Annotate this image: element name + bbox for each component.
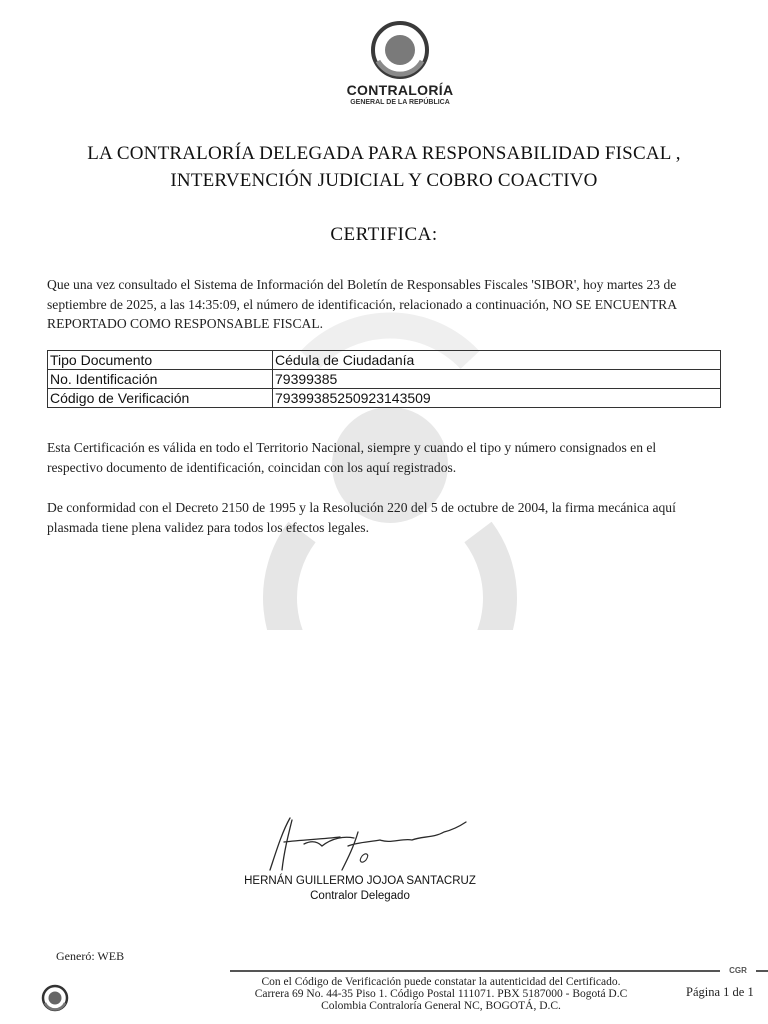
footer-divider xyxy=(230,970,720,972)
document-title-line1: LA CONTRALORÍA DELEGADA PARA RESPONSABILIDAD FISCAL , xyxy=(87,143,681,164)
validity-line-1: Esta Certificación es válida en todo el Territorio Nacional, siempre y cuando el tipo y número consignados en el xyxy=(47,440,657,455)
signer-name: HERNÁN GUILLERMO JOJOA SANTACRUZ xyxy=(244,875,476,887)
page-number: Página 1 de 1 xyxy=(686,985,754,999)
table-value: 79399385 xyxy=(273,370,721,389)
validity-line-2: respectivo documento de identificación, coincidan con los aquí registrados. xyxy=(47,459,457,475)
footer-line-1: Con el Código de Verificación puede constatar la autenticidad del Certificado. xyxy=(261,976,621,988)
logo-subtitle: GENERAL DE LA REPÚBLICA xyxy=(350,99,450,106)
cgr-mark: CGR xyxy=(729,966,747,975)
generated-by: Generó: WEB xyxy=(56,949,125,963)
signer-role: Contralor Delegado xyxy=(310,890,410,902)
footer-line-2: Carrera 69 No. 44-35 Piso 1. Código Postal 111071. PBX 5187000 - Bogotá D.C xyxy=(254,988,628,1000)
contraloria-logo-icon xyxy=(369,19,431,81)
table-value: Cédula de Ciudadanía xyxy=(273,351,721,370)
table-label: Tipo Documento xyxy=(48,351,273,370)
footer-line-3: Colombia Contraloría General NC, BOGOTÁ, D.C. xyxy=(321,1000,561,1012)
logo-name: CONTRALORÍA xyxy=(346,82,454,98)
table-label: Código de Verificación xyxy=(48,389,273,408)
legal-paragraph xyxy=(47,498,727,537)
intro-paragraph xyxy=(47,275,727,334)
legal-line-1: De conformidad con el Decreto 2150 de 1995 y la Resolución 220 del 5 de octubre de 2004, la firma mecánica aquí xyxy=(47,500,676,515)
table-row xyxy=(48,389,721,408)
footer-divider-end xyxy=(756,970,768,972)
table-row xyxy=(48,370,721,389)
table-row xyxy=(48,351,721,370)
intro-line-3: REPORTADO COMO RESPONSABLE FISCAL. xyxy=(47,316,324,331)
certifica-heading: CERTIFICA: xyxy=(330,224,438,245)
intro-line-2: septiembre de 2025, a las 14:35:09, el número de identificación, relacionado a continuación, NO SE ENCUENTRA xyxy=(47,296,678,312)
identification-table xyxy=(47,350,721,408)
table-label: No. Identificación xyxy=(48,370,273,389)
document-title-line2: INTERVENCIÓN JUDICIAL Y COBRO COACTIVO xyxy=(170,170,598,191)
legal-line-2: plasmada tiene plena validez para todos los efectos legales. xyxy=(47,519,369,535)
intro-line-1: Que una vez consultado el Sistema de Información del Boletín de Responsables Fiscales 'SIBOR', hoy martes 23 de xyxy=(47,277,677,292)
handwritten-signature xyxy=(262,812,472,874)
table-value: 79399385250923143509 xyxy=(273,389,721,408)
validity-paragraph xyxy=(47,438,727,477)
footer-logo-icon xyxy=(40,983,70,1013)
